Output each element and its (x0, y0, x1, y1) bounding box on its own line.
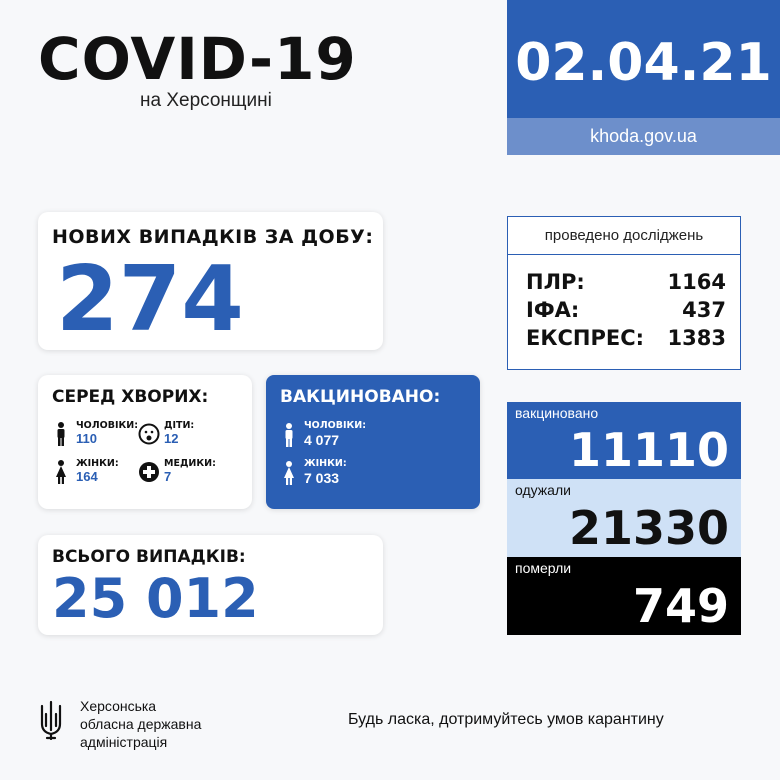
quarantine-note: Будь ласка, дотримуйтесь умов карантину (348, 711, 664, 728)
summary-recovered-value: 21330 (568, 501, 729, 555)
sick-women-label: ЖІНКИ: (76, 458, 119, 470)
tests-row-name: ІФА: (526, 298, 580, 322)
summary-recovered-label: одужали (515, 482, 571, 498)
summary-vaccinated-label: вакциновано (515, 405, 599, 421)
tests-row-name: ПЛР: (526, 270, 585, 294)
vac-men-value: 4 077 (304, 431, 340, 448)
man-icon (278, 422, 300, 448)
website-link[interactable]: khoda.gov.ua (507, 118, 780, 155)
trident-emblem-icon (38, 700, 64, 740)
org-line: адміністрація (80, 734, 168, 751)
tests-row-value: 1383 (667, 326, 726, 350)
vaccinated-card (266, 375, 480, 509)
summary-recovered (507, 479, 741, 557)
sick-children-stat (138, 421, 194, 447)
summary-vaccinated-value: 11110 (568, 423, 729, 477)
sick-men-value: 110 (76, 430, 97, 446)
total-cases-value: 25 012 (52, 567, 259, 630)
summary-died (507, 557, 741, 635)
tests-heading: проведено досліджень (508, 217, 740, 255)
sick-women-value: 164 (76, 468, 98, 484)
total-cases-label: ВСЬОГО ВИПАДКІВ: (52, 547, 246, 567)
medical-cross-icon (138, 459, 160, 485)
tests-row-value: 437 (682, 298, 726, 322)
sick-children-label: ДІТИ: (164, 420, 195, 432)
date-banner: 02.04.21 (507, 0, 780, 118)
summary-vaccinated (507, 402, 741, 479)
page-subtitle: на Херсонщині (140, 90, 272, 111)
tests-row-express (508, 324, 740, 352)
among-sick-card (38, 375, 252, 509)
tests-row-name: ЕКСПРЕС: (526, 326, 645, 350)
sick-women-stat (50, 459, 119, 485)
new-cases-value: 274 (56, 247, 244, 352)
vac-women-stat (278, 459, 347, 486)
vac-women-value: 7 033 (304, 469, 340, 486)
new-cases-label: НОВИХ ВИПАДКІВ ЗА ДОБУ: (52, 226, 374, 248)
vac-men-label: ЧОЛОВІКИ: (304, 420, 367, 431)
baby-icon (138, 421, 160, 447)
sick-medics-label: МЕДИКИ: (164, 458, 216, 470)
among-sick-label: СЕРЕД ХВОРИХ: (52, 387, 209, 407)
tests-row-value: 1164 (667, 270, 726, 294)
vac-men-stat (278, 421, 366, 448)
sick-children-value: 12 (164, 430, 179, 446)
org-name (80, 697, 201, 752)
tests-row-elisa (508, 296, 740, 324)
summary-died-label: померли (515, 560, 572, 576)
sick-men-stat (50, 421, 138, 447)
total-cases-card (38, 535, 383, 635)
woman-icon (278, 460, 300, 486)
new-cases-card (38, 212, 383, 350)
vaccinated-label: ВАКЦИНОВАНО: (280, 387, 441, 407)
tests-row-pcr (508, 268, 740, 296)
vac-women-label: ЖІНКИ: (304, 458, 347, 469)
page-title: COVID-19 (38, 25, 357, 93)
woman-icon (50, 459, 72, 485)
summary-died-value: 749 (632, 579, 729, 633)
org-line: обласна державна (80, 716, 202, 733)
org-line: Херсонська (80, 698, 157, 714)
man-icon (50, 421, 72, 447)
sick-medics-value: 7 (164, 468, 172, 484)
tests-panel (507, 216, 741, 370)
sick-men-label: ЧОЛОВІКИ: (76, 420, 139, 432)
sick-medics-stat (138, 459, 216, 485)
